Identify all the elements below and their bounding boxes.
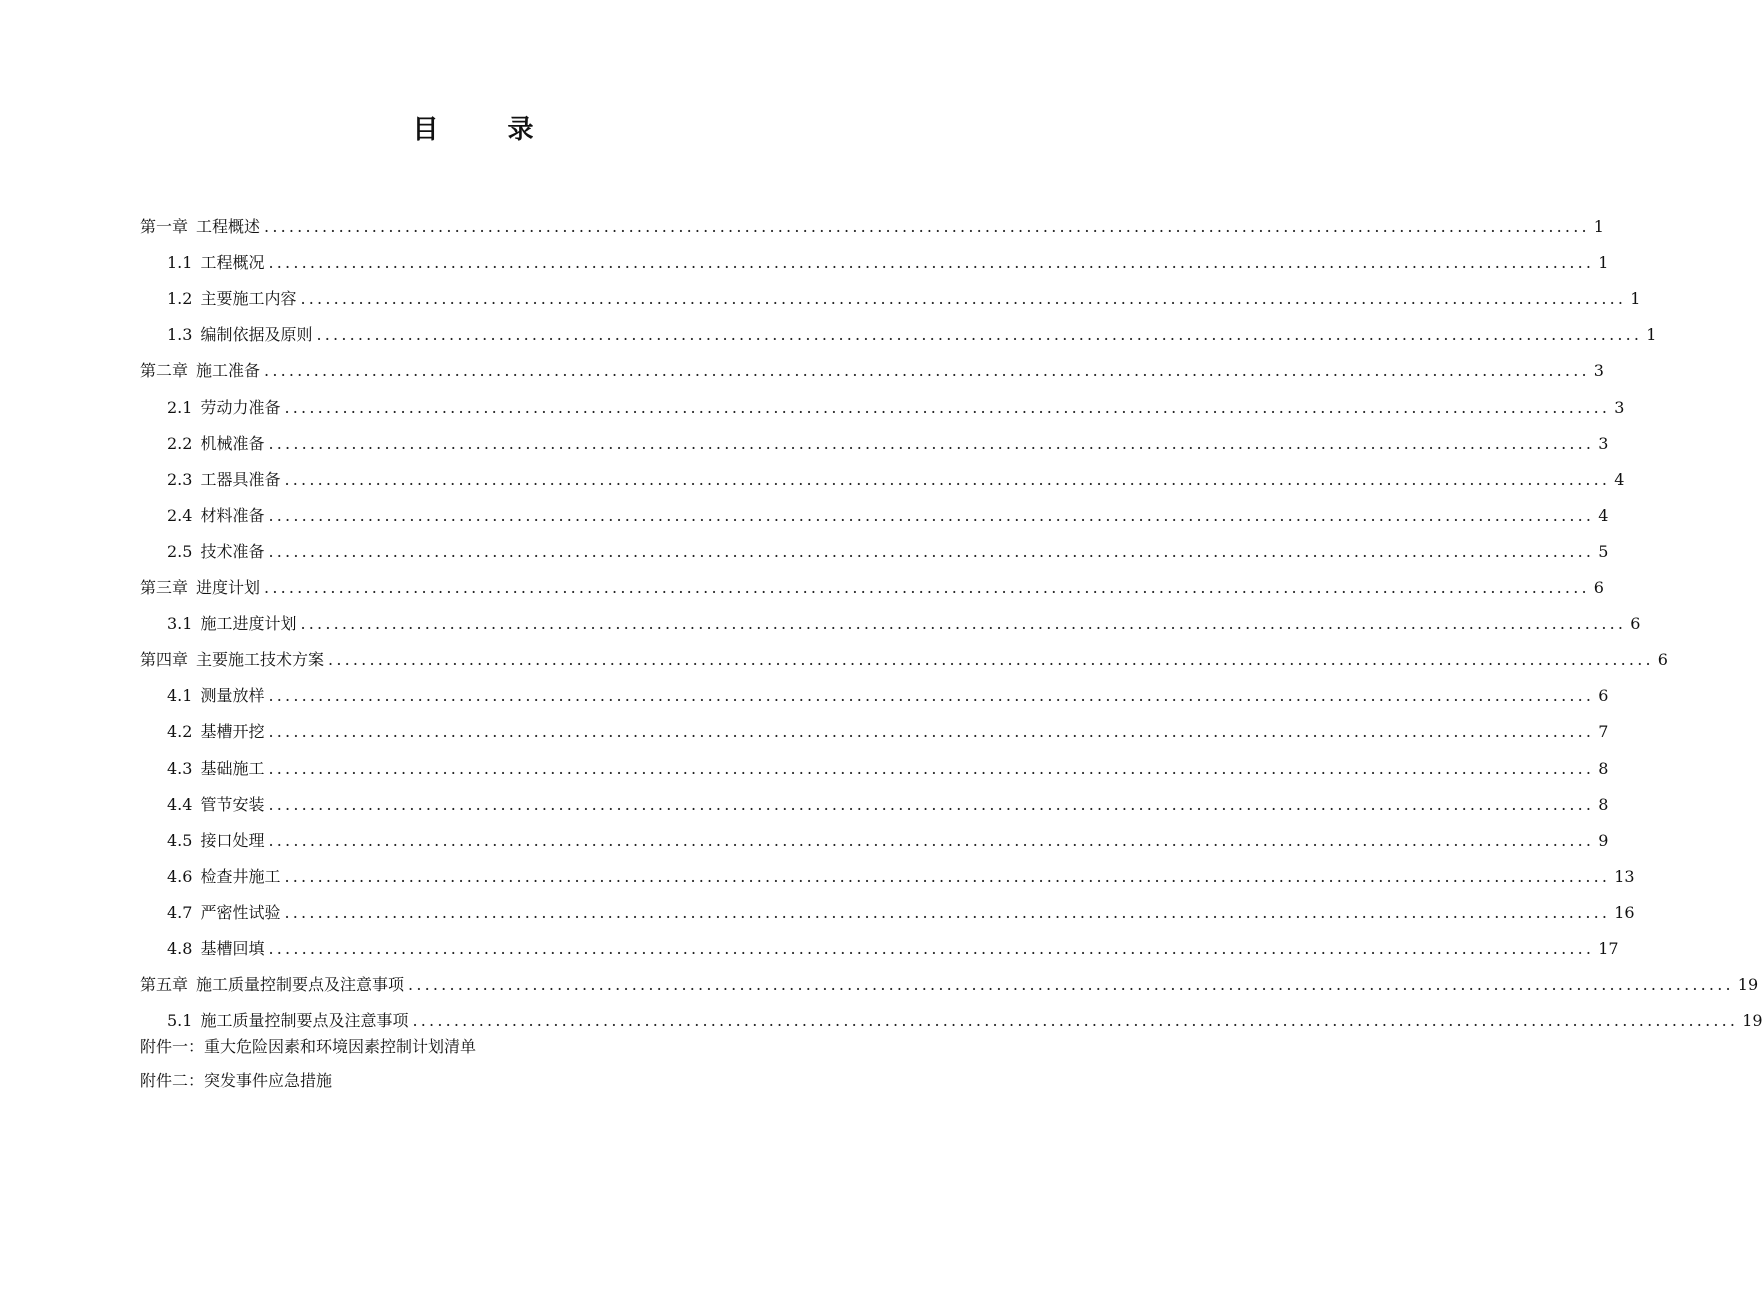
toc-entry-number: 2.1 xyxy=(167,397,193,417)
toc-entry-number: 第三章 xyxy=(140,578,189,598)
toc-entry-text: 材料准备 xyxy=(200,505,265,525)
toc-entry-text: 施工质量控制要点及注意事项 xyxy=(196,975,405,995)
toc-leader-dots: ................................................................................................................................................................ xyxy=(284,866,1611,886)
toc-entry-text: 基槽开挖 xyxy=(200,722,265,742)
toc-entry-text: 技术准备 xyxy=(200,541,265,561)
toc-entry-page: 7 xyxy=(1598,722,1609,742)
toc-entry-label xyxy=(140,649,324,671)
toc-leader-dots: ................................................................................................................................................................ xyxy=(408,975,1734,995)
toc-entry-label xyxy=(167,469,280,491)
toc-entry-page: 19 xyxy=(1737,975,1759,995)
toc-entry-page: 5 xyxy=(1598,541,1609,561)
toc-entry[interactable] xyxy=(140,346,1604,382)
toc-entry-label xyxy=(167,794,264,816)
toc-entry-page: 8 xyxy=(1598,794,1609,814)
appendix-1[interactable]: 附件一：重大危险因素和环境因素控制计划清单 xyxy=(140,1037,477,1056)
toc-leader-dots: ................................................................................................................................................................ xyxy=(268,253,1595,273)
toc-entry[interactable] xyxy=(140,274,1641,310)
toc-entry-label xyxy=(167,433,264,455)
toc-entry-number: 第四章 xyxy=(140,650,189,670)
toc-entry-text: 测量放样 xyxy=(200,686,265,706)
toc-leader-dots: ................................................................................................................................................................ xyxy=(264,578,1590,598)
toc-entry-label xyxy=(140,577,260,599)
toc-entry[interactable] xyxy=(140,743,1609,779)
toc-entry-text: 基础施工 xyxy=(200,758,265,778)
toc-entry-number: 3.1 xyxy=(167,614,193,634)
toc-entry[interactable] xyxy=(140,455,1625,491)
toc-leader-dots: ................................................................................................................................................................ xyxy=(264,361,1590,381)
toc-entry[interactable] xyxy=(140,852,1635,888)
toc-entry-label xyxy=(167,938,264,960)
toc-leader-dots: ................................................................................................................................................................ xyxy=(316,325,1643,345)
toc-entry-page: 4 xyxy=(1598,505,1609,525)
toc-leader-dots: ................................................................................................................................................................ xyxy=(268,722,1595,742)
toc-entry-label xyxy=(167,288,296,310)
toc-entry[interactable] xyxy=(140,635,1668,671)
toc-entry-number: 5.1 xyxy=(167,1011,193,1031)
toc-entry-page: 3 xyxy=(1593,361,1604,381)
toc-entry-text: 施工准备 xyxy=(196,361,261,381)
toc-entry[interactable] xyxy=(140,202,1604,238)
toc-entry-page: 6 xyxy=(1593,578,1604,598)
toc-entry-page: 13 xyxy=(1614,866,1635,886)
toc-entry-label xyxy=(167,758,264,780)
toc-entry-number: 1.1 xyxy=(167,253,193,273)
toc-entry[interactable] xyxy=(140,310,1657,346)
toc-leader-dots: ................................................................................................................................................................ xyxy=(284,469,1611,489)
toc-entry[interactable] xyxy=(140,527,1609,563)
toc-entry-label xyxy=(167,685,264,707)
toc-entry-text: 主要施工技术方案 xyxy=(196,650,325,670)
toc-leader-dots: ................................................................................................................................................................ xyxy=(268,758,1595,778)
toc-entry-page: 19 xyxy=(1742,1011,1763,1031)
toc-entry-text: 劳动力准备 xyxy=(200,397,281,417)
toc-entry[interactable] xyxy=(140,960,1759,996)
toc-entry[interactable] xyxy=(140,419,1609,455)
appendix-2[interactable]: 附件二：突发事件应急措施 xyxy=(140,1071,333,1090)
toc-entry-text: 主要施工内容 xyxy=(200,289,297,309)
toc-entry-text: 工程概述 xyxy=(196,217,261,237)
toc-entry-number: 4.4 xyxy=(167,794,193,814)
toc-entry-label xyxy=(167,324,312,346)
toc-entry[interactable] xyxy=(140,888,1635,924)
toc-entry-label xyxy=(167,721,264,743)
toc-leader-dots: ................................................................................................................................................................ xyxy=(300,289,1627,309)
toc-entry[interactable] xyxy=(140,780,1609,816)
toc-entry[interactable] xyxy=(140,382,1625,418)
toc-entry-page: 1 xyxy=(1630,289,1641,309)
toc-entry-number: 2.2 xyxy=(167,433,193,453)
toc-leader-dots: ................................................................................................................................................................ xyxy=(268,505,1595,525)
toc-entry-label xyxy=(167,866,280,888)
toc-entry-text: 接口处理 xyxy=(200,830,265,850)
toc-entry-label xyxy=(167,902,280,924)
toc-entry[interactable] xyxy=(140,816,1609,852)
toc-entry-page: 17 xyxy=(1598,938,1619,958)
toc-leader-dots: ................................................................................................................................................................ xyxy=(268,938,1595,958)
toc-entry-page: 6 xyxy=(1657,650,1668,670)
toc-entry-text: 管节安装 xyxy=(200,794,265,814)
toc-entry[interactable] xyxy=(140,491,1609,527)
toc-entry-page: 6 xyxy=(1630,614,1641,634)
toc-entry-text: 工程概况 xyxy=(200,253,265,273)
toc-entry-label xyxy=(167,541,264,563)
toc-entry-label xyxy=(140,360,260,382)
toc-entry-number: 4.1 xyxy=(167,686,193,706)
toc-entry-number: 2.4 xyxy=(167,505,193,525)
toc-entry-number: 4.5 xyxy=(167,830,193,850)
toc-entry[interactable] xyxy=(140,996,1763,1032)
toc-leader-dots: ................................................................................................................................................................ xyxy=(412,1011,1739,1031)
toc-entry-label xyxy=(140,974,404,996)
toc-leader-dots: ................................................................................................................................................................ xyxy=(268,794,1595,814)
toc-entry-number: 4.2 xyxy=(167,722,193,742)
toc-entry-label xyxy=(167,505,264,527)
toc-entry-text: 基槽回填 xyxy=(200,938,265,958)
toc-entry-text: 机械准备 xyxy=(200,433,265,453)
toc-entry-label xyxy=(167,613,296,635)
toc-entry-label xyxy=(167,830,264,852)
toc-entry-text: 施工进度计划 xyxy=(200,614,297,634)
toc-leader-dots: ................................................................................................................................................................ xyxy=(264,217,1590,237)
table-of-contents xyxy=(140,202,1763,1032)
toc-entry-label xyxy=(140,216,260,238)
toc-entry-text: 严密性试验 xyxy=(200,902,281,922)
toc-leader-dots: ................................................................................................................................................................ xyxy=(300,614,1627,634)
toc-entry-page: 9 xyxy=(1598,830,1609,850)
toc-entry-text: 施工质量控制要点及注意事项 xyxy=(200,1011,409,1031)
toc-entry-label xyxy=(167,397,280,419)
toc-entry-page: 3 xyxy=(1614,397,1625,417)
toc-leader-dots: ................................................................................................................................................................ xyxy=(284,902,1611,922)
toc-leader-dots: ................................................................................................................................................................ xyxy=(284,397,1611,417)
toc-entry[interactable] xyxy=(140,924,1619,960)
toc-entry-number: 2.3 xyxy=(167,469,193,489)
toc-entry-page: 16 xyxy=(1614,902,1635,922)
toc-entry-number: 4.7 xyxy=(167,902,193,922)
toc-entry-page: 3 xyxy=(1598,433,1609,453)
toc-entry-text: 编制依据及原则 xyxy=(200,325,313,345)
toc-leader-dots: ................................................................................................................................................................ xyxy=(268,686,1595,706)
toc-entry-number: 第五章 xyxy=(140,975,189,995)
toc-entry-page: 8 xyxy=(1598,758,1609,778)
toc-entry[interactable] xyxy=(140,671,1609,707)
toc-entry-label xyxy=(167,252,264,274)
toc-leader-dots: ................................................................................................................................................................ xyxy=(268,541,1595,561)
toc-entry-text: 检查井施工 xyxy=(200,866,281,886)
toc-entry-text: 进度计划 xyxy=(196,578,261,598)
page-title: 目 录 xyxy=(412,115,564,145)
toc-entry-number: 4.8 xyxy=(167,938,193,958)
toc-leader-dots: ................................................................................................................................................................ xyxy=(328,650,1654,670)
toc-entry-page: 1 xyxy=(1598,253,1609,273)
toc-entry[interactable] xyxy=(140,563,1604,599)
toc-entry-text: 工器具准备 xyxy=(200,469,281,489)
toc-entry-number: 4.6 xyxy=(167,866,193,886)
toc-entry-number: 第二章 xyxy=(140,361,189,381)
toc-leader-dots: ................................................................................................................................................................ xyxy=(268,830,1595,850)
toc-entry-number: 1.2 xyxy=(167,289,193,309)
toc-entry-number: 1.3 xyxy=(167,325,193,345)
toc-entry[interactable] xyxy=(140,599,1641,635)
toc-entry-label xyxy=(167,1010,408,1032)
toc-entry[interactable] xyxy=(140,707,1609,743)
toc-entry[interactable] xyxy=(140,238,1609,274)
toc-entry-page: 4 xyxy=(1614,469,1625,489)
toc-entry-number: 4.3 xyxy=(167,758,193,778)
toc-entry-page: 6 xyxy=(1598,686,1609,706)
toc-entry-number: 第一章 xyxy=(140,217,189,237)
toc-entry-page: 1 xyxy=(1593,217,1604,237)
toc-entry-page: 1 xyxy=(1646,325,1657,345)
toc-entry-number: 2.5 xyxy=(167,541,193,561)
toc-leader-dots: ................................................................................................................................................................ xyxy=(268,433,1595,453)
